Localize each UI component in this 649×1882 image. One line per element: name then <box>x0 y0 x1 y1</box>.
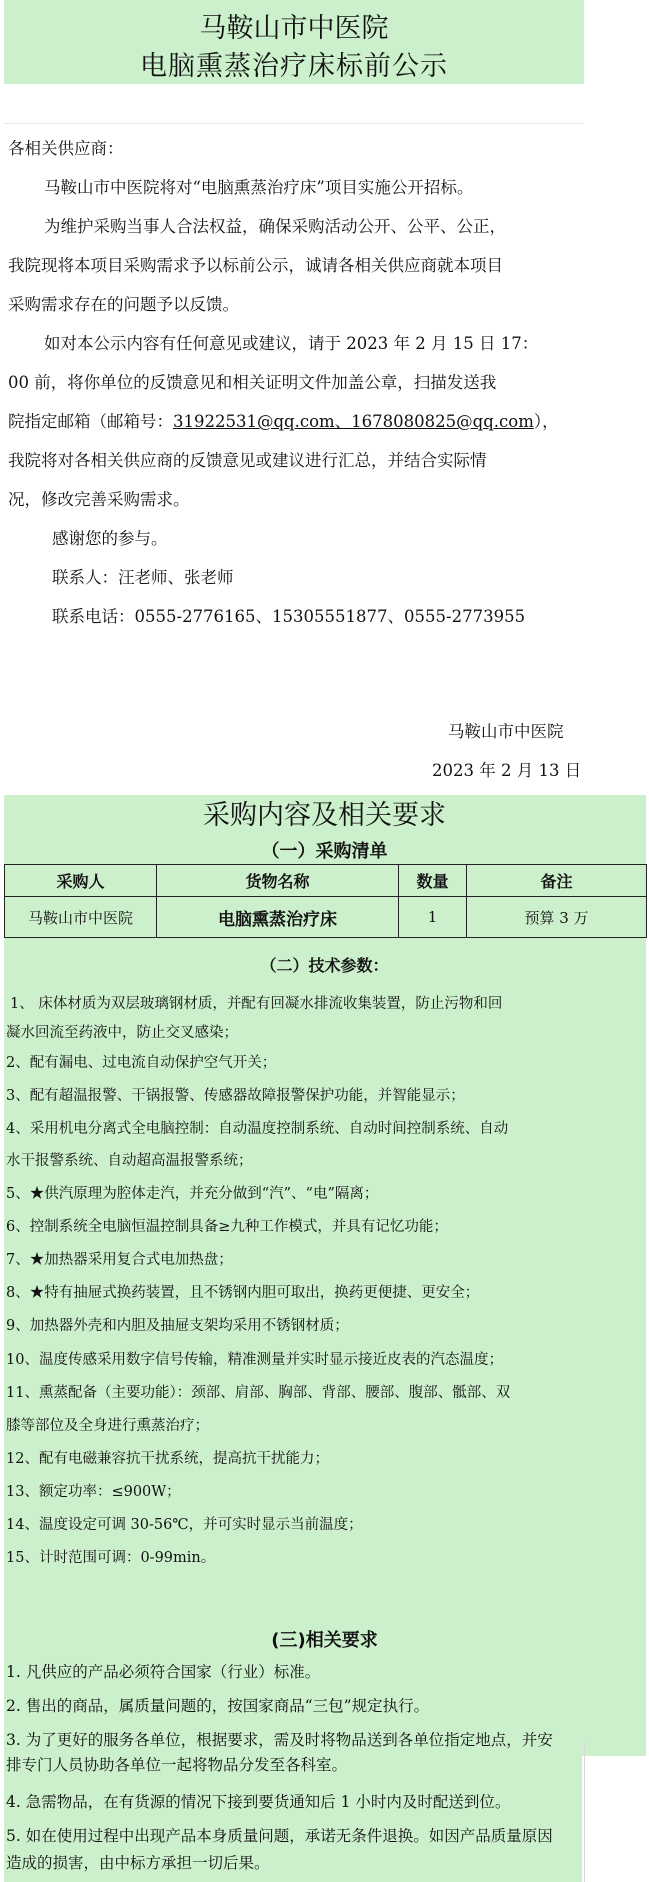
signature-organization: 马鞍山市中医院 <box>448 722 564 741</box>
cell-remarks: 预算 3 万 <box>467 897 647 938</box>
notice-paragraph-2-line: 采购需求存在的问题予以反馈。 <box>8 295 239 314</box>
tech-param-line: 膝等部位及全身进行熏蒸治疗； <box>6 1418 209 1434</box>
tech-param-line: 15、计时范围可调：0-99min。 <box>6 1550 216 1566</box>
requirement-line: 1. 凡供应的产品必须符合国家（行业）标准。 <box>6 1663 321 1681</box>
cell-goods-name: 电脑熏蒸治疗床 <box>157 897 399 938</box>
requirement-line: 造成的损害，由中标方承担一切后果。 <box>6 1854 270 1872</box>
divider <box>584 1742 585 1882</box>
requirement-line: 3. 为了更好的服务各单位，根据要求，需及时将物品送到各单位指定地点，并安 <box>6 1731 553 1749</box>
table-row <box>5 897 647 938</box>
email-suffix: ）， <box>533 412 559 431</box>
tech-param-line: 水干报警系统、自动超高温报警系统； <box>6 1153 253 1169</box>
notice-paragraph-3-line: 况，修改完善采购需求。 <box>8 490 190 509</box>
cell-quantity: 1 <box>399 897 467 938</box>
hospital-title: 马鞍山市中医院 <box>199 13 389 44</box>
tech-param-line: 12、配有电磁兼容抗干扰系统，提高抗干扰能力； <box>6 1451 329 1467</box>
notice-paragraph-2-line: 我院现将本项目采购需求予以标前公示，诚请各相关供应商就本项目 <box>8 256 503 275</box>
signature-date: 2023 年 2 月 13 日 <box>432 761 582 780</box>
notice-title: 电脑熏蒸治疗床标前公示 <box>140 51 448 82</box>
email-link[interactable]: 31922531@qq.com、1678080825@qq.com <box>173 412 534 431</box>
contact-person: 联系人：汪老师、张老师 <box>52 568 234 587</box>
procurement-section <box>4 795 646 1750</box>
tech-param-line: 14、温度设定可调 30-56℃，并可实时显示当前温度； <box>6 1517 363 1533</box>
email-prefix: 院指定邮箱（邮箱号： <box>8 412 173 431</box>
tech-param-line: 9、加热器外壳和内胆及抽屉支架均采用不锈钢材质； <box>6 1318 349 1334</box>
purchase-list-title: （一）采购清单 <box>261 841 388 862</box>
tech-param-line: 6、控制系统全电脑恒温控制具备≥九种工作模式，并具有记忆功能； <box>6 1219 448 1235</box>
notice-paragraph-3-line <box>8 412 559 432</box>
requirement-line: 2. 售出的商品，属质量问题的，按国家商品“三包”规定执行。 <box>6 1697 430 1715</box>
requirements-title: (三)相关要求 <box>271 1630 378 1651</box>
tech-param-line: 8、★特有抽屉式换药装置，且不锈钢内胆可取出，换药更便捷、更安全； <box>6 1285 480 1301</box>
tech-param-line: 11、熏蒸配备（主要功能）：颈部、肩部、胸部、背部、腰部、腹部、骶部、双 <box>6 1385 511 1401</box>
title-banner <box>4 0 584 84</box>
notice-paragraph-3-line: 我院将对各相关供应商的反馈意见或建议进行汇总，并结合实际情 <box>8 451 487 470</box>
header-goods-name: 货物名称 <box>157 865 399 897</box>
cell-purchaser: 马鞍山市中医院 <box>5 897 157 938</box>
tech-param-line: 凝水回流至药液中，防止交叉感染； <box>6 1025 238 1041</box>
requirement-line: 排专门人员协助各单位一起将物品分发至各科室。 <box>6 1756 348 1774</box>
notice-paragraph-1: 马鞍山市中医院将对“电脑熏蒸治疗床”项目实施公开招标。 <box>44 178 474 197</box>
notice-paragraph-2-line: 为维护采购当事人合法权益，确保采购活动公开、公平、公正， <box>44 217 506 236</box>
purchase-list-table <box>4 864 647 938</box>
divider <box>4 123 584 124</box>
tech-param-line: 1、 床体材质为双层玻璃钢材质，并配有回凝水排流收集装置，防止污物和回 <box>10 996 503 1012</box>
contact-phone: 联系电话：0555-2776165、15305551877、0555-2773955 <box>52 607 526 626</box>
thanks-text: 感谢您的参与。 <box>52 529 168 548</box>
tech-param-line: 4、采用机电分离式全电脑控制：自动温度控制系统、自动时间控制系统、自动 <box>6 1121 509 1137</box>
tech-param-line: 2、配有漏电、过电流自动保护空气开关； <box>6 1055 277 1071</box>
requirement-line: 4. 急需物品，在有货源的情况下接到要货通知后 1 小时内及时配送到位。 <box>6 1793 511 1811</box>
tech-param-line: 3、配有超温报警、干锅报警、传感器故障报警保护功能，并智能显示； <box>6 1088 465 1104</box>
tech-param-line: 5、★供汽原理为腔体走汽，并充分做到“汽”、“电”隔离； <box>6 1186 379 1202</box>
header-purchaser: 采购人 <box>5 865 157 897</box>
header-remarks: 备注 <box>467 865 647 897</box>
tech-param-line: 10、温度传感采用数字信号传输，精准测量并实时显示接近皮表的汽态温度； <box>6 1352 503 1368</box>
requirement-line: 5. 如在使用过程中出现产品本身质量问题，承诺无条件退换。如因产品质量原因 <box>6 1827 553 1845</box>
tech-param-line: 13、额定功率：≤900W； <box>6 1484 181 1500</box>
header-quantity: 数量 <box>399 865 467 897</box>
notice-paragraph-3-line: 00 前，将你单位的反馈意见和相关证明文件加盖公章，扫描发送我 <box>8 373 497 392</box>
table-header-row <box>5 865 647 897</box>
tech-param-line: 7、★加热器采用复合式电加热盘； <box>6 1252 233 1268</box>
tech-params-title: （二）技术参数： <box>260 956 389 975</box>
notice-paragraph-3-line: 如对本公示内容有任何意见或建议，请于 2023 年 2 月 15 日 17： <box>44 334 539 353</box>
salutation: 各相关供应商： <box>8 139 124 158</box>
procurement-title: 采购内容及相关要求 <box>203 800 446 831</box>
